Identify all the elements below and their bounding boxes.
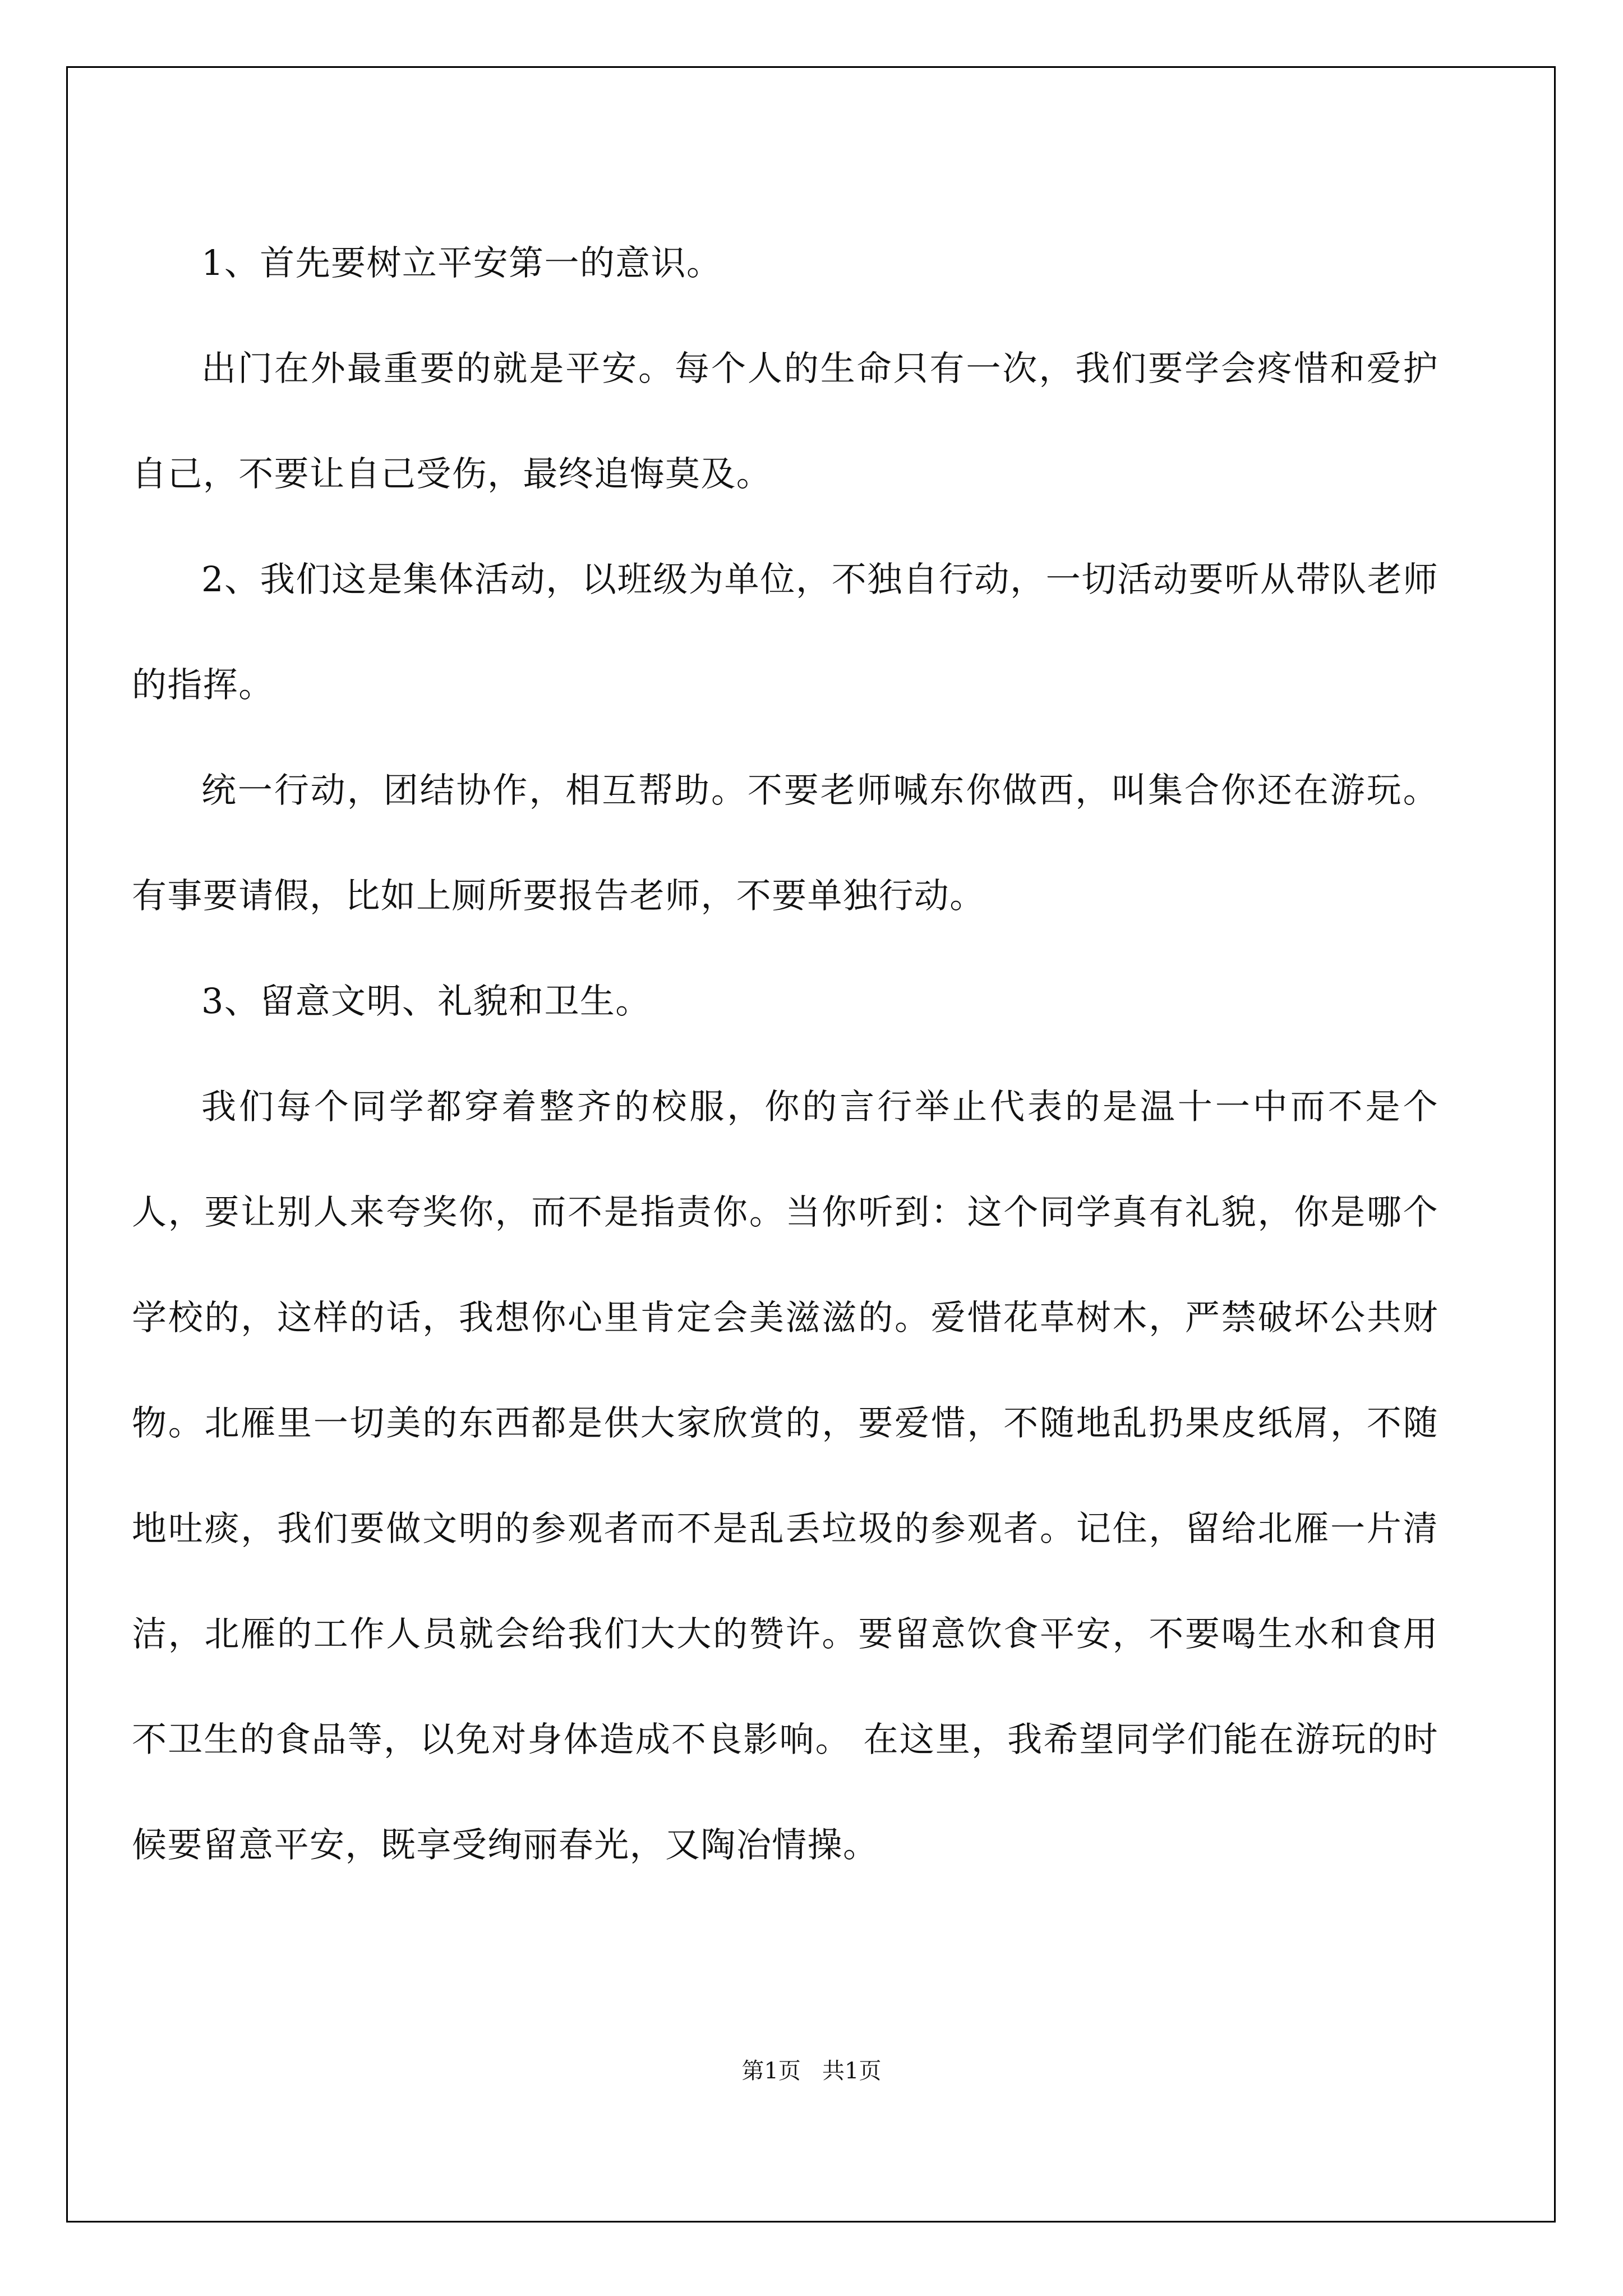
page-number-footer: 第1页 共1页 <box>741 2058 882 2084</box>
paragraph-3: 2、我们这是集体活动，以班级为单位，不独自行动，一切活动要听从带队老师的指挥。 <box>132 559 1438 705</box>
paragraph-6: 我们每个同学都穿着整齐的校服，你的言行举止代表的是温十一中而不是个人，要让别人来夸奖你，而不是指责你。当你听到：这个同学真有礼貌，你是哪个学校的，这样的话，我想你心里肯定会美滋滋的。爱惜花草树木，严禁破坏公共财物。北雁里一切美的东西都是供大家欣赏的，要爱惜，不随地乱扔果皮纸屑，不随地吐痰，我们要做文明的参观者而不是乱丢垃圾的参观者。记住，留给北雁一片清洁，北雁的工作人员就会给我们大大的赞许。要留意饮食平安，不要喝生水和食用不卫生的食品等，以免对身体造成不良影响。 在这里，我希望同学们能在游玩的时候要留意平安，既享受绚丽春光，又陶冶情操。 <box>132 1086 1438 1865</box>
paragraph-2: 出门在外最重要的就是平安。每个人的生命只有一次，我们要学会疼惜和爱护自己，不要让自己受伤，最终追悔莫及。 <box>132 348 1438 494</box>
paragraph-4: 统一行动，团结协作，相互帮助。不要老师喊东你做西，叫集合你还在游玩。有事要请假，比如上厕所要报告老师，不要单独行动。 <box>132 770 1438 916</box>
paragraph-1: 1、首先要树立平安第一的意识。 <box>201 242 722 283</box>
paragraph-5: 3、留意文明、礼貌和卫生。 <box>201 981 651 1022</box>
